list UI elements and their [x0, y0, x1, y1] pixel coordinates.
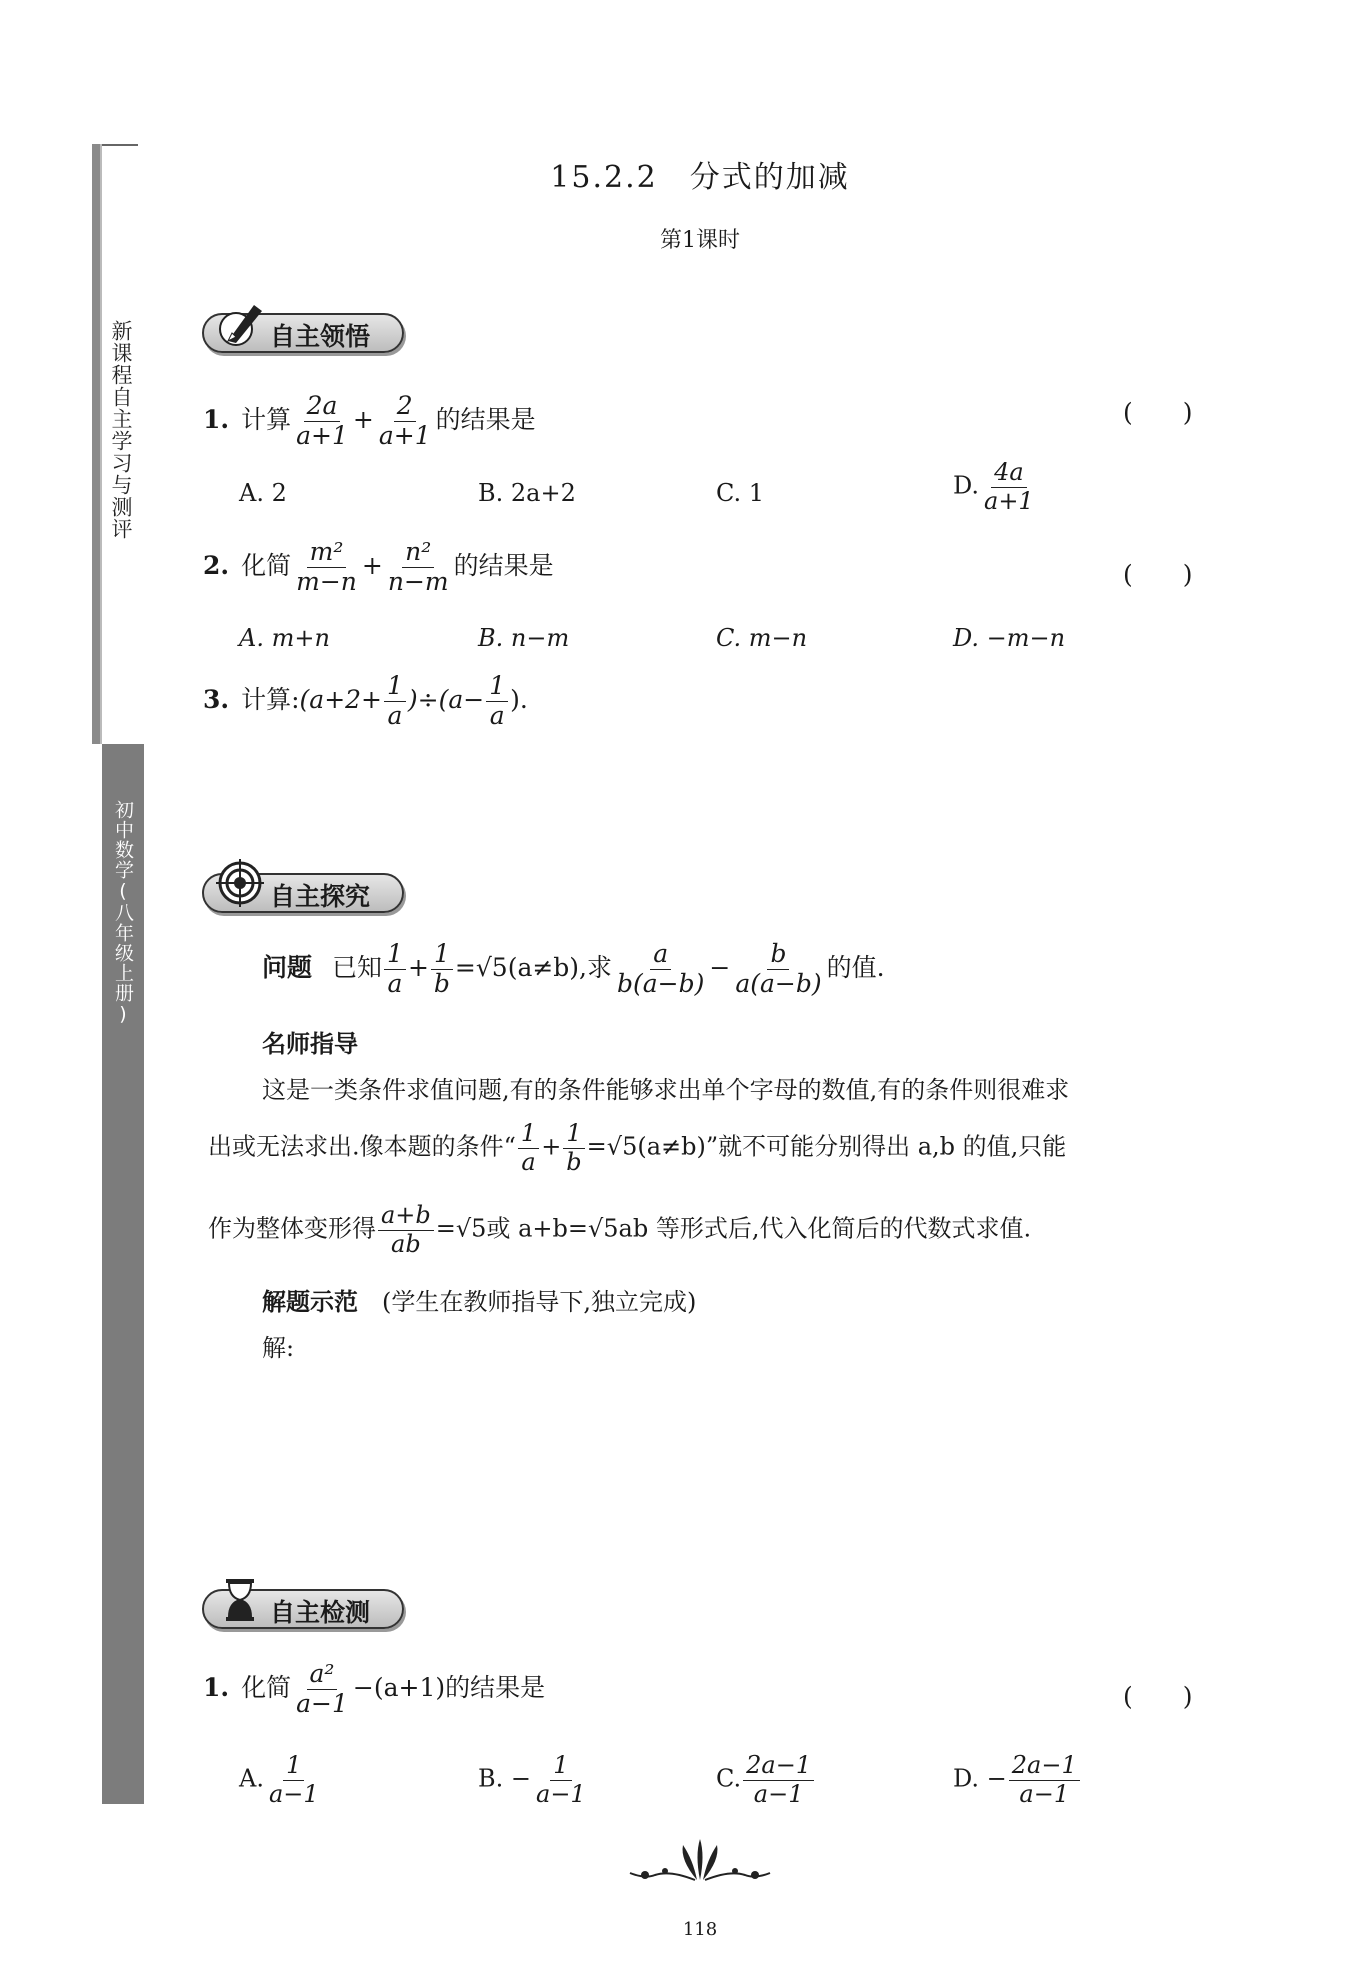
problem-label: 问题: [262, 952, 313, 982]
numerator: m²: [307, 538, 347, 568]
fraction: [384, 672, 406, 731]
question-prefix: 化简: [241, 550, 292, 580]
denominator: a−1: [1019, 1779, 1070, 1808]
denominator: a: [387, 700, 403, 730]
numerator: 2a−1: [1009, 1752, 1080, 1781]
operator: +: [361, 550, 383, 580]
denominator: b(a−b): [617, 968, 705, 998]
denominator: a+1: [378, 420, 431, 450]
denominator: a−1: [753, 1779, 804, 1808]
guide-text: 作为整体变形得: [208, 1214, 376, 1243]
numerator: a: [650, 940, 671, 970]
option-prefix: B. −: [478, 1764, 532, 1793]
fraction: [376, 392, 434, 451]
numerator: 1: [550, 1752, 571, 1781]
denominator: ab: [391, 1229, 421, 1258]
fraction: [293, 1660, 351, 1719]
option-b[interactable]: [478, 1752, 591, 1808]
guide-text: 出或无法求出.像本题的条件“: [208, 1132, 516, 1161]
fraction: [266, 1752, 322, 1808]
expression-part: )÷(a−: [407, 684, 485, 714]
fraction: [732, 940, 824, 999]
denominator: a: [521, 1147, 536, 1176]
answer-area[interactable]: [300, 1360, 1200, 1540]
demo-label: 解题示范: [262, 1288, 358, 1316]
fraction: [384, 940, 406, 999]
section-label: 自主探究: [270, 882, 371, 911]
option-b[interactable]: B. 2a+2: [478, 479, 576, 507]
denominator: a−1: [268, 1779, 319, 1808]
option-prefix: A.: [239, 1764, 264, 1793]
expression-part: ).: [510, 684, 528, 714]
subject-label: 初中数学(八年级上册): [112, 800, 134, 1026]
option-c[interactable]: C. m−n: [716, 624, 808, 652]
fraction: [614, 940, 707, 999]
denominator: a+1: [296, 420, 348, 450]
numerator: 2: [394, 392, 416, 422]
demo-line: [262, 1282, 696, 1317]
question-number: 2.: [203, 550, 230, 580]
problem-suffix: 的值.: [826, 952, 885, 982]
numerator: b: [767, 940, 789, 970]
denominator: a: [489, 700, 505, 730]
fraction: [378, 1202, 434, 1258]
answer-label: 解:: [262, 1334, 295, 1362]
question-suffix: −(a+1)的结果是: [352, 1672, 546, 1702]
operator: −: [709, 952, 731, 982]
numerator: 4a: [991, 459, 1027, 488]
answer-bracket[interactable]: ( ): [1123, 1682, 1193, 1711]
target-icon: [214, 857, 266, 909]
question-1: [203, 392, 536, 451]
pen-icon: [214, 297, 266, 349]
option-b[interactable]: B. n−m: [478, 624, 570, 652]
denominator: b: [566, 1147, 582, 1176]
section-label: 自主检测: [270, 1598, 371, 1627]
fraction: [385, 538, 452, 597]
numerator: 1: [431, 940, 453, 970]
section-header-self-check: [202, 1589, 404, 1629]
denominator: a(a−b): [735, 968, 822, 998]
option-prefix: D. −: [953, 1764, 1007, 1793]
numerator: 2a: [304, 392, 341, 422]
section-header-self-exploration: [202, 873, 404, 913]
numerator: a²: [307, 1660, 338, 1690]
question-suffix: 的结果是: [435, 404, 536, 434]
check-question-1: [203, 1660, 545, 1719]
floral-ornament-icon: [625, 1835, 775, 1885]
guide-line-2: [208, 1120, 1066, 1176]
option-c[interactable]: [716, 1752, 816, 1808]
guide-text: =√5(a≠b)”就不可能分别得出 a,b 的值,只能: [586, 1132, 1067, 1161]
option-d[interactable]: [953, 459, 1039, 515]
denominator: n−m: [387, 566, 449, 596]
question-prefix: 化简: [241, 1672, 292, 1702]
fraction: [1009, 1752, 1080, 1808]
fraction: [486, 672, 508, 731]
fraction: [431, 940, 453, 999]
guide-text: =√5或 a+b=√5ab 等形式后,代入化简后的代数式求值.: [435, 1214, 1032, 1243]
fraction: [533, 1752, 589, 1808]
denominator: a−1: [536, 1779, 586, 1808]
fraction: [981, 459, 1037, 515]
fraction: [293, 538, 360, 597]
guide-line-1: 这是一类条件求值问题,有的条件能够求出单个字母的数值,有的条件则很难求: [262, 1076, 1070, 1104]
numerator: 1: [518, 1120, 539, 1149]
fraction: [518, 1120, 539, 1176]
page-title: 15.2.2 分式的加减: [550, 160, 850, 195]
problem-prefix: 已知: [332, 952, 383, 982]
denominator: a+1: [984, 486, 1034, 515]
problem-statement: [262, 940, 885, 999]
operator: +: [541, 1132, 562, 1161]
question-prefix: 计算: [241, 404, 292, 434]
guide-line-3: [208, 1202, 1031, 1258]
option-a[interactable]: A. m+n: [239, 624, 330, 652]
option-prefix: C.: [716, 1764, 742, 1793]
option-d[interactable]: [953, 1752, 1082, 1808]
option-c[interactable]: C. 1: [716, 479, 765, 507]
answer-bracket[interactable]: ( ): [1123, 560, 1193, 589]
denominator: m−n: [296, 566, 357, 596]
question-number: 3.: [203, 684, 230, 714]
fraction: [743, 1752, 814, 1808]
option-prefix: D.: [953, 471, 980, 500]
denominator: b: [433, 968, 450, 998]
option-a[interactable]: [239, 1752, 324, 1808]
operator: +: [407, 952, 429, 982]
numerator: 2a−1: [743, 1752, 814, 1781]
numerator: 1: [384, 940, 406, 970]
option-d[interactable]: D. −m−n: [953, 624, 1066, 652]
fraction: [563, 1120, 584, 1176]
page-number: 118: [682, 1919, 718, 1940]
fraction: [293, 392, 351, 451]
page-subtitle: 第1课时: [660, 228, 740, 253]
series-title: 新课程自主学习与测评: [109, 320, 133, 540]
expression-part: (a+2+: [299, 684, 383, 714]
option-a[interactable]: A. 2: [239, 479, 287, 507]
denominator: a: [387, 968, 403, 998]
numerator: n²: [402, 538, 434, 568]
question-2: [203, 538, 554, 597]
question-number: 1.: [203, 1672, 230, 1702]
question-suffix: 的结果是: [453, 550, 554, 580]
demo-note: (学生在教师指导下,独立完成): [382, 1288, 697, 1316]
numerator: a+b: [378, 1202, 434, 1231]
section-header-self-understanding: [202, 313, 404, 353]
operator: +: [352, 404, 374, 434]
section-label: 自主领悟: [270, 322, 371, 351]
numerator: 1: [486, 672, 508, 702]
numerator: 1: [563, 1120, 584, 1149]
question-3: [203, 672, 528, 731]
condition: =√5(a≠b),求: [454, 952, 612, 982]
hourglass-icon: [214, 1573, 266, 1625]
answer-bracket[interactable]: ( ): [1123, 398, 1193, 427]
numerator: 1: [384, 672, 406, 702]
question-prefix: 计算:: [241, 684, 300, 714]
question-number: 1.: [203, 404, 230, 434]
denominator: a−1: [296, 1688, 348, 1718]
guide-label: 名师指导: [262, 1030, 358, 1058]
numerator: 1: [283, 1752, 304, 1781]
